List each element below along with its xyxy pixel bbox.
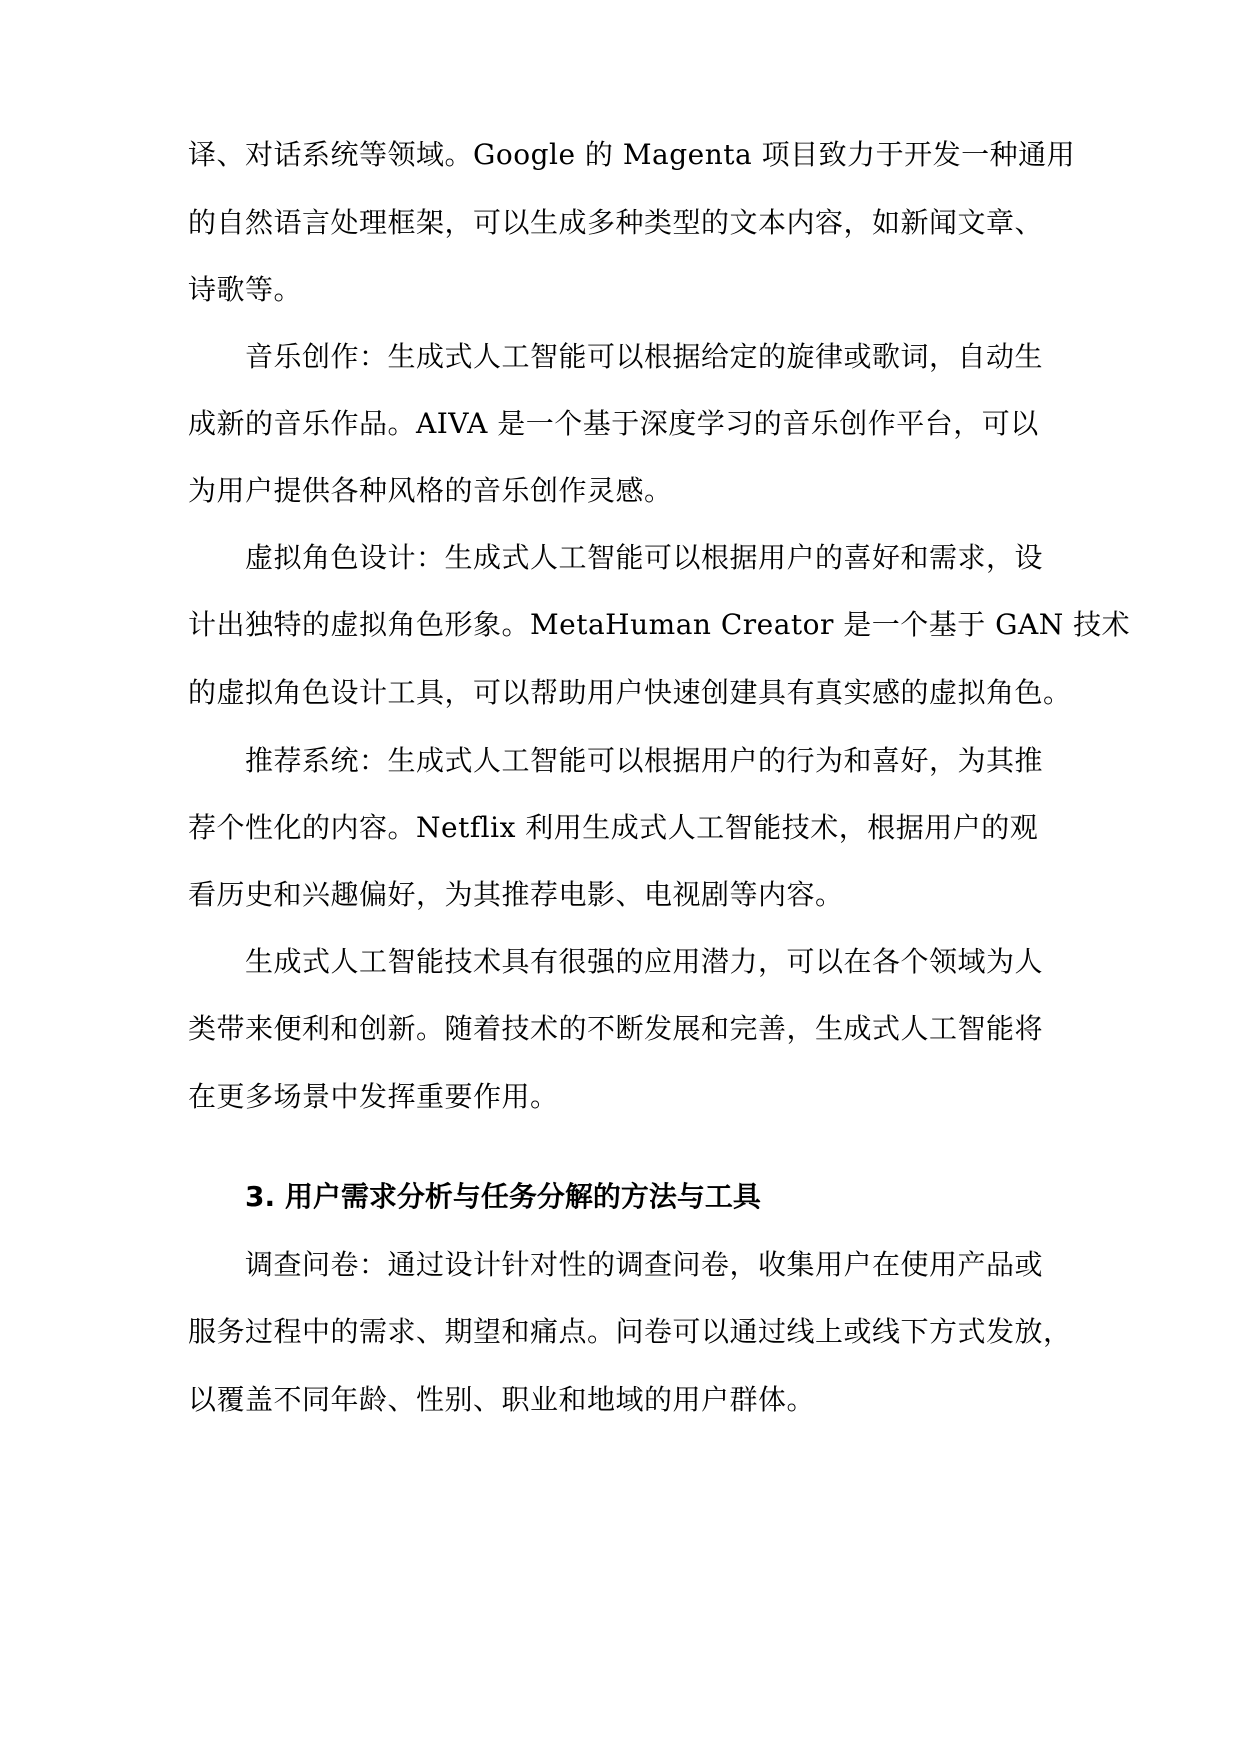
- paragraph-questionnaire-line-2: 服务过程中的需求、期望和痛点。问卷可以通过线上或线下方式发放，: [188, 1315, 1072, 1348]
- paragraph-text-generation-line-3: 诗歌等。: [188, 273, 303, 306]
- paragraph-questionnaire-line-1: 调查问卷：通过设计针对性的调查问卷，收集用户在使用产品或: [245, 1248, 1044, 1281]
- paragraph-virtual-character-line-1: 虚拟角色设计：生成式人工智能可以根据用户的喜好和需求，设: [245, 541, 1044, 574]
- paragraph-music-creation-line-2: 成新的音乐作品。AIVA 是一个基于深度学习的音乐创作平台，可以: [188, 407, 1039, 440]
- section-heading: 3. 用户需求分析与任务分解的方法与工具: [245, 1180, 761, 1213]
- paragraph-questionnaire-line-3: 以覆盖不同年龄、性别、职业和地域的用户群体。: [188, 1383, 816, 1416]
- paragraph-text-generation-line-2: 的自然语言处理框架，可以生成多种类型的文本内容，如新闻文章、: [188, 206, 1044, 239]
- paragraph-summary-line-2: 类带来便利和创新。随着技术的不断发展和完善，生成式人工智能将: [188, 1012, 1044, 1045]
- paragraph-virtual-character-line-2: 计出独特的虚拟角色形象。MetaHuman Creator 是一个基于 GAN 技术: [188, 608, 1131, 641]
- paragraph-recommendation-line-2: 荐个性化的内容。Netflix 利用生成式人工智能技术，根据用户的观: [188, 811, 1039, 844]
- paragraph-virtual-character-line-3: 的虚拟角色设计工具，可以帮助用户快速创建具有真实感的虚拟角色。: [188, 676, 1072, 709]
- paragraph-summary-line-3: 在更多场景中发挥重要作用。: [188, 1080, 559, 1113]
- paragraph-recommendation-line-3: 看历史和兴趣偏好，为其推荐电影、电视剧等内容。: [188, 878, 844, 911]
- paragraph-recommendation-line-1: 推荐系统：生成式人工智能可以根据用户的行为和喜好，为其推: [245, 744, 1044, 777]
- paragraph-text-generation-line-1: 译、对话系统等领域。Google 的 Magenta 项目致力于开发一种通用: [188, 138, 1076, 171]
- paragraph-music-creation-line-1: 音乐创作：生成式人工智能可以根据给定的旋律或歌词，自动生: [245, 340, 1044, 373]
- paragraph-music-creation-line-3: 为用户提供各种风格的音乐创作灵感。: [188, 474, 673, 507]
- paragraph-summary-line-1: 生成式人工智能技术具有很强的应用潜力，可以在各个领域为人: [245, 945, 1044, 978]
